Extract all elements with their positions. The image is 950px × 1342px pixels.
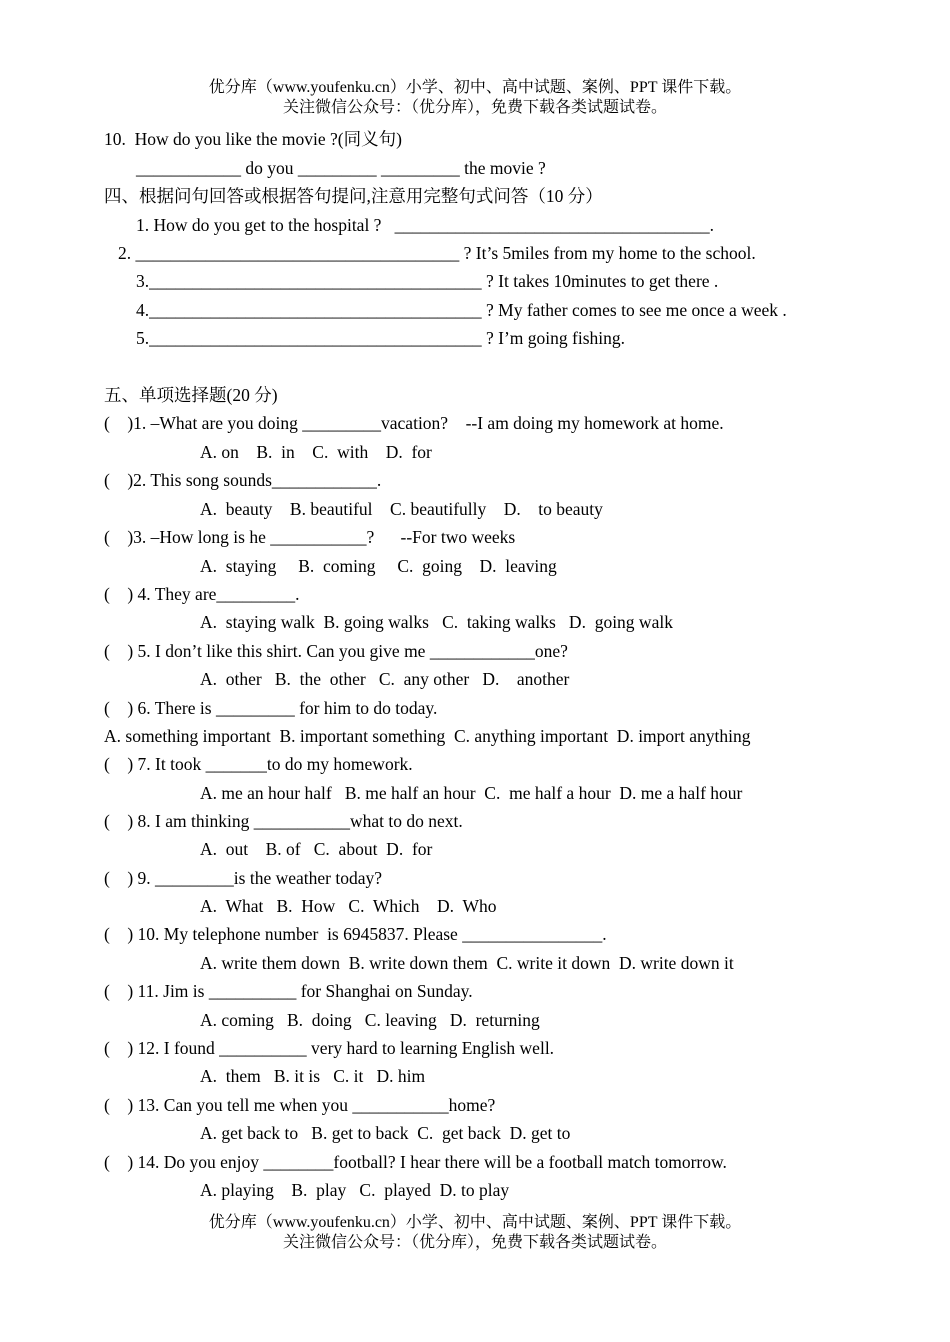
section4-title: 四、根据问句回答或根据答句提问,注意用完整句式问答（10 分） <box>104 186 603 206</box>
mc-question-10: ( ) 10. My telephone number is 6945837. Please ________________. <box>104 924 607 944</box>
mc-options-12: A. them B. it is C. it D. him <box>200 1066 426 1086</box>
mc-question-5: ( ) 5. I don’t like this shirt. Can you give me ____________one? <box>104 641 568 661</box>
mc-question-6: ( ) 6. There is _________ for him to do today. <box>104 698 438 718</box>
mc-options-5: A. other B. the other C. any other D. another <box>200 669 570 689</box>
footer-line-2: 关注微信公众号：（优分库），免费下载各类试题试卷。 <box>282 1234 667 1251</box>
mc-options-4: A. staying walk B. going walks C. taking walks D. going walk <box>200 612 673 632</box>
mc-question-2: ( )2. This song sounds____________. <box>104 470 382 490</box>
mc-question-7: ( ) 7. It took _______to do my homework. <box>104 754 413 774</box>
footer-line-1: 优分库（www.youfenku.cn）小学、初中、高中试题、案例、PPT 课件下载。 <box>208 1214 742 1231</box>
section4-item-1: 1. How do you get to the hospital ? ____________________________________. <box>136 215 714 235</box>
mc-options-2: A. beauty B. beautiful C. beautifully D. to beauty <box>200 499 603 519</box>
section4-item-5: 5.______________________________________ ? I’m going fishing. <box>136 328 626 348</box>
page-footer <box>0 1213 950 1253</box>
mc-options-11: A. coming B. doing C. leaving D. returning <box>200 1010 540 1030</box>
mc-question-13: ( ) 13. Can you tell me when you ___________home? <box>104 1095 496 1115</box>
section4-item-3: 3.______________________________________ ? It takes 10minutes to get there . <box>136 271 719 291</box>
q10-answer: ____________ do you _________ _________ the movie ? <box>136 158 546 178</box>
header-line-2: 关注微信公众号：（优分库），免费下载各类试题试卷。 <box>282 99 667 116</box>
header-line-1: 优分库（www.youfenku.cn）小学、初中、高中试题、案例、PPT 课件下载。 <box>208 79 742 96</box>
section4-item-4: 4.______________________________________ ? My father comes to see me once a week . <box>136 300 787 320</box>
mc-question-3: ( )3. –How long is he ___________? --For two weeks <box>104 527 516 547</box>
mc-options-7: A. me an hour half B. me half an hour C. me half a hour D. me a half hour <box>200 783 743 803</box>
mc-question-1: ( )1. –What are you doing _________vacation? --I am doing my homework at home. <box>104 413 724 433</box>
mc-question-8: ( ) 8. I am thinking ___________what to do next. <box>104 811 463 831</box>
mc-options-3: A. staying B. coming C. going D. leaving <box>200 556 557 576</box>
mc-question-9: ( ) 9. _________is the weather today? <box>104 868 382 888</box>
mc-options-10: A. write them down B. write down them C. write it down D. write down it <box>200 953 734 973</box>
mc-options-14: A. playing B. play C. played D. to play <box>200 1180 510 1200</box>
mc-options-13: A. get back to B. get to back C. get back D. get to <box>200 1123 571 1143</box>
mc-options-6: A. something important B. important something C. anything important D. import anything <box>104 726 751 746</box>
mc-options-8: A. out B. of C. about D. for <box>200 839 433 859</box>
mc-question-11: ( ) 11. Jim is __________ for Shanghai on Sunday. <box>104 981 473 1001</box>
mc-question-4: ( ) 4. They are_________. <box>104 584 300 604</box>
page-header <box>0 78 950 118</box>
mc-options-9: A. What B. How C. Which D. Who <box>200 896 497 916</box>
section4-item-2: 2. _____________________________________ ? It’s 5miles from my home to the school. <box>118 243 756 263</box>
mc-question-14: ( ) 14. Do you enjoy ________football? I hear there will be a football match tomorrow. <box>104 1152 727 1172</box>
section5-title: 五、单项选择题(20 分) <box>104 385 278 405</box>
q10-prompt: 10. How do you like the movie ?(同义句) <box>104 129 402 149</box>
mc-question-12: ( ) 12. I found __________ very hard to learning English well. <box>104 1038 555 1058</box>
mc-options-1: A. on B. in C. with D. for <box>200 442 432 462</box>
